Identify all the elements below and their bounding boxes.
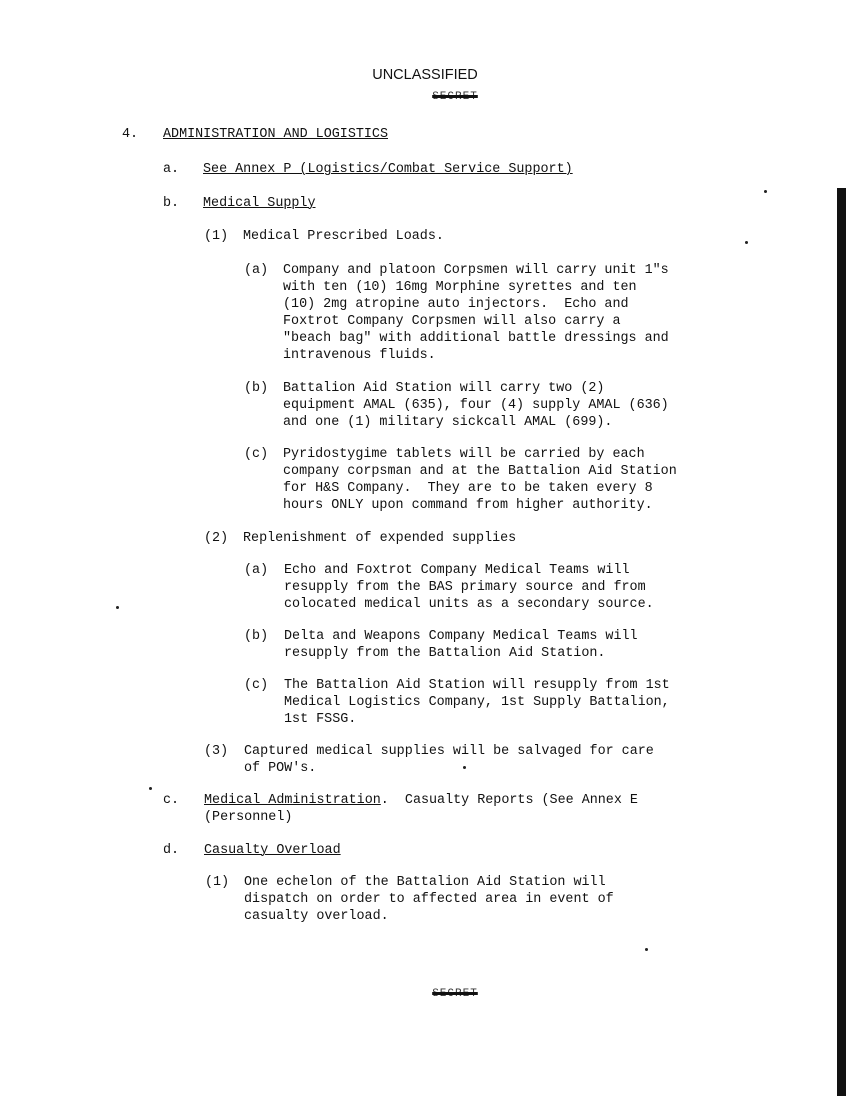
- item-c-line-2: (Personnel): [204, 810, 293, 825]
- b1c-line-4: hours ONLY upon command from higher authority.: [283, 498, 653, 513]
- b1c-line-1: Pyridostygime tablets will be carried by each: [283, 447, 645, 462]
- b1a-line-4: Foxtrot Company Corpsmen will also carry a: [283, 314, 621, 329]
- item-c-text: . Casualty Reports (See Annex E: [380, 793, 638, 808]
- b2-label: (2): [204, 531, 229, 546]
- b1b-label: (b): [244, 381, 269, 396]
- b2a-label: (a): [244, 563, 269, 578]
- item-c-title: Medical Administration: [204, 793, 381, 808]
- b2a-line-3: colocated medical units as a secondary source.: [284, 597, 654, 612]
- item-b-title: Medical Supply: [203, 196, 316, 211]
- b1-label: (1): [204, 229, 229, 244]
- b2b-line-1: Delta and Weapons Company Medical Teams will: [284, 629, 638, 644]
- section-number: 4.: [122, 127, 139, 142]
- item-d-letter: d.: [163, 843, 180, 858]
- item-a-letter: a.: [163, 162, 180, 177]
- b1a-label: (a): [244, 263, 269, 278]
- scan-speck: [463, 766, 466, 769]
- b3-line-2: of POW's.: [244, 761, 317, 776]
- scan-speck: [645, 948, 648, 951]
- d1-line-3: casualty overload.: [244, 909, 389, 924]
- b1c-label: (c): [244, 447, 269, 462]
- scan-speck: [764, 190, 767, 193]
- b1a-line-5: "beach bag" with additional battle dressings and: [283, 331, 669, 346]
- d1-line-2: dispatch on order to affected area in event of: [244, 892, 614, 907]
- item-c-letter: c.: [163, 793, 180, 808]
- scan-speck: [116, 606, 119, 609]
- b1b-line-1: Battalion Aid Station will carry two (2): [283, 381, 605, 396]
- b2a-line-2: resupply from the BAS primary source and from: [284, 580, 646, 595]
- b1c-line-2: company corpsman and at the Battalion Aid Station: [283, 464, 677, 479]
- b2b-line-2: resupply from the Battalion Aid Station.: [284, 646, 606, 661]
- item-d-title: Casualty Overload: [204, 843, 341, 858]
- item-b-letter: b.: [163, 196, 180, 211]
- b1a-line-1: Company and platoon Corpsmen will carry unit 1"s: [283, 263, 669, 278]
- scan-speck: [745, 241, 748, 244]
- b1a-line-2: with ten (10) 16mg Morphine syrettes and ten: [283, 280, 637, 295]
- b1a-line-6: intravenous fluids.: [283, 348, 436, 363]
- section-title: ADMINISTRATION AND LOGISTICS: [163, 127, 388, 142]
- scan-speck: [149, 787, 152, 790]
- b1a-line-3: (10) 2mg atropine auto injectors. Echo and: [283, 297, 629, 312]
- b2c-line-1: The Battalion Aid Station will resupply from 1st: [284, 678, 670, 693]
- b1b-line-3: and one (1) military sickcall AMAL (699).: [283, 415, 613, 430]
- b3-line-1: Captured medical supplies will be salvaged for care: [244, 744, 654, 759]
- b2-text: Replenishment of expended supplies: [243, 531, 517, 546]
- b2c-line-2: Medical Logistics Company, 1st Supply Battalion,: [284, 695, 670, 710]
- d1-line-1: One echelon of the Battalion Aid Station will: [244, 875, 606, 890]
- struck-marking-top: SECRET: [432, 91, 478, 103]
- d1-label: (1): [205, 875, 230, 890]
- b1c-line-3: for H&S Company. They are to be taken every 8: [283, 481, 653, 496]
- b2c-label: (c): [244, 678, 269, 693]
- struck-marking-bottom: SECRET: [432, 988, 478, 1000]
- b1b-line-2: equipment AMAL (635), four (4) supply AMAL (636): [283, 398, 669, 413]
- b2a-line-1: Echo and Foxtrot Company Medical Teams will: [284, 563, 630, 578]
- item-a-title: See Annex P (Logistics/Combat Service Support): [203, 162, 573, 177]
- scan-edge-bar: [837, 188, 846, 1096]
- classification-header: UNCLASSIFIED: [372, 67, 478, 83]
- b3-label: (3): [204, 744, 229, 759]
- b1-text: Medical Prescribed Loads.: [243, 229, 444, 244]
- b2b-label: (b): [244, 629, 269, 644]
- b2c-line-3: 1st FSSG.: [284, 712, 357, 727]
